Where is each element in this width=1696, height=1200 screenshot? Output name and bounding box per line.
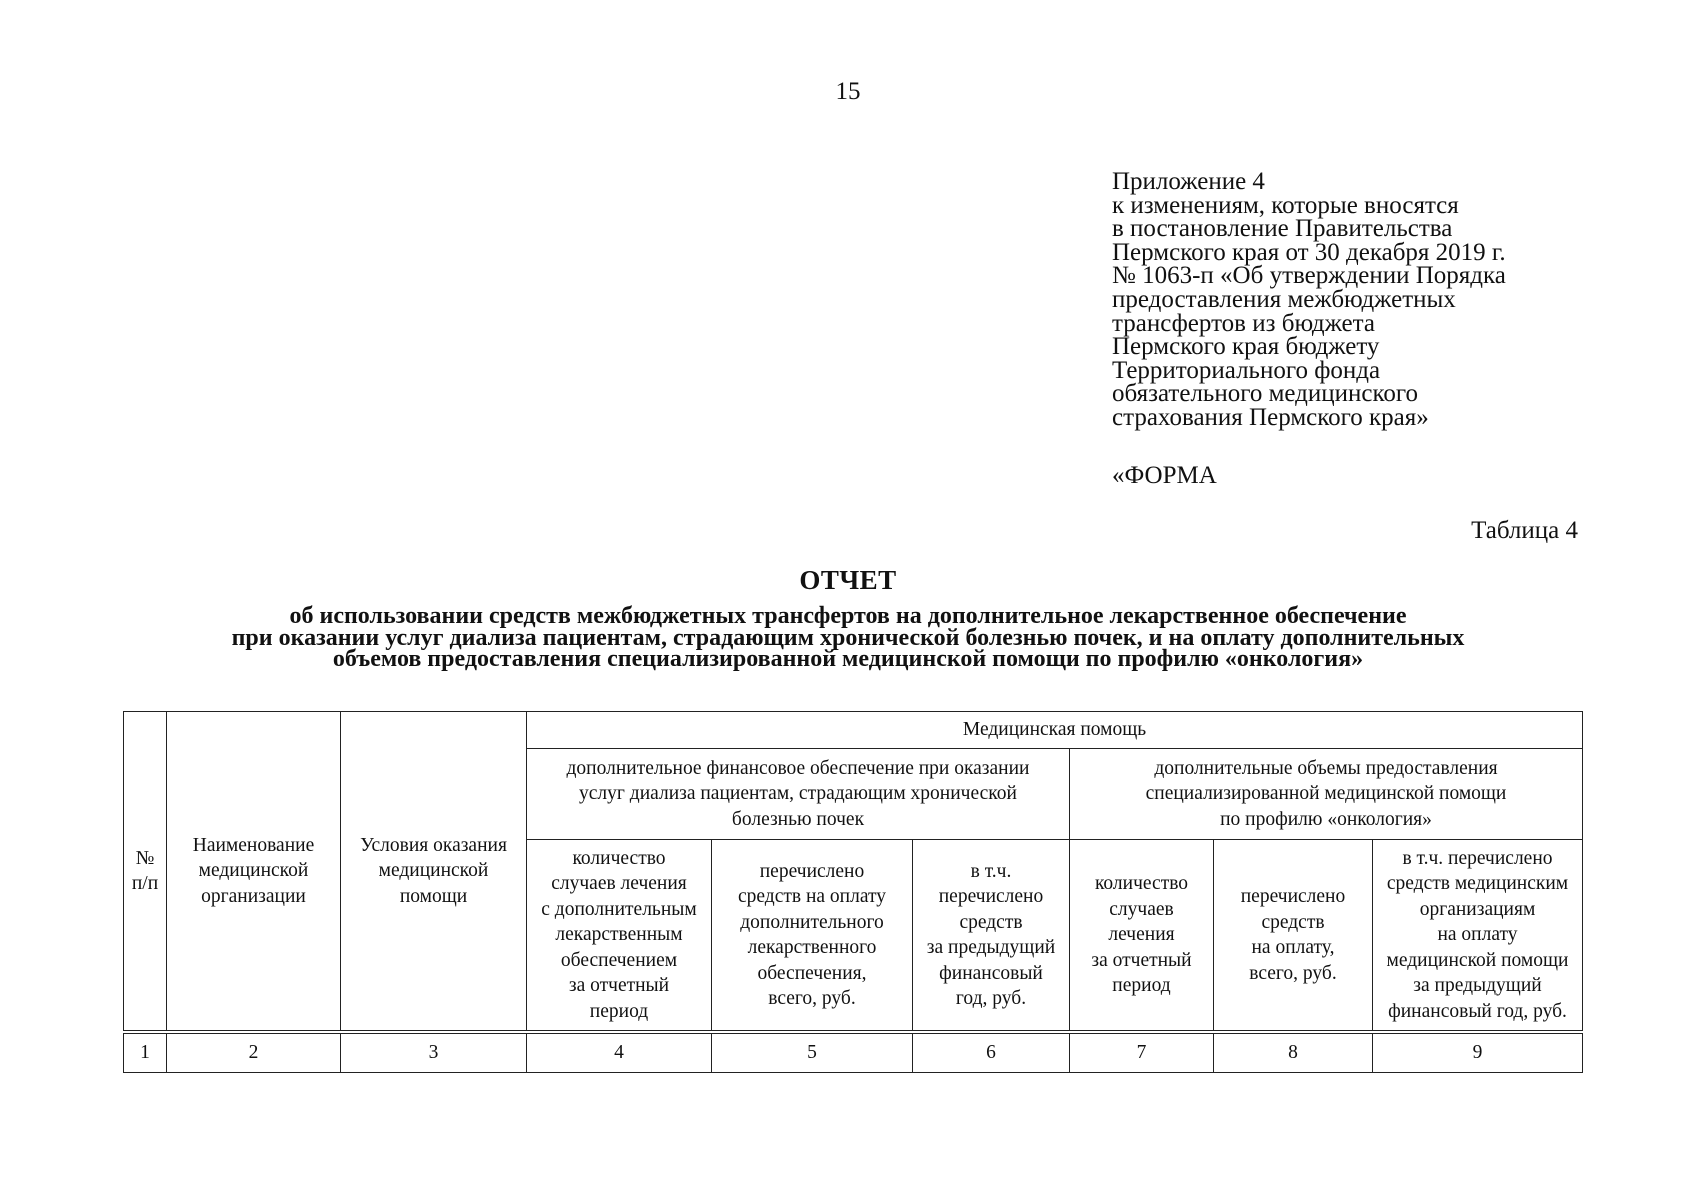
header-line: дополнительного bbox=[740, 911, 884, 933]
header-line: услуг диализа пациентам, страдающим хронической bbox=[579, 783, 1017, 805]
header-line: болезнью почек bbox=[731, 808, 865, 830]
header-line: с дополнительным bbox=[541, 898, 697, 920]
header-line: по профилю «онкология» bbox=[1220, 808, 1432, 830]
header-line: на оплату bbox=[1437, 924, 1518, 946]
header-line: период bbox=[589, 1000, 649, 1022]
column-number: 6 bbox=[913, 1032, 1070, 1073]
column-number-row bbox=[124, 1032, 1583, 1073]
appendix-line: Территориального фонда bbox=[1112, 356, 1381, 384]
report-subtitle bbox=[110, 603, 1586, 672]
header-line: всего, руб. bbox=[768, 988, 856, 1009]
appendix-line: в постановление Правительства bbox=[1112, 215, 1453, 243]
page-number: 15 bbox=[835, 78, 861, 105]
header-line: за отчетный bbox=[1091, 949, 1192, 971]
col4-header bbox=[527, 840, 712, 1033]
col7-header bbox=[1070, 840, 1214, 1033]
appendix-block bbox=[1112, 170, 1506, 430]
header-line: количество bbox=[1094, 873, 1189, 895]
header-line: медицинской bbox=[198, 860, 309, 882]
header-line: средств bbox=[1261, 911, 1325, 933]
report-subtitle-line: об использовании средств межбюджетных трансфертов на дополнительное лекарственное обеспечение bbox=[289, 603, 1407, 629]
header-line: за отчетный bbox=[568, 975, 670, 997]
header-line: обеспечения, bbox=[757, 962, 867, 984]
header-line: лекарственного bbox=[747, 937, 877, 958]
header-line: средств медицинским bbox=[1386, 873, 1569, 895]
form-label: «ФОРМА bbox=[1112, 462, 1217, 489]
appendix-line: к изменениям, которые вносятся bbox=[1112, 191, 1459, 219]
appendix-line: № 1063-п «Об утверждении Порядка bbox=[1112, 262, 1506, 290]
appendix-line: Пермского края от 30 декабря 2019 г. bbox=[1112, 238, 1506, 266]
column-number: 5 bbox=[712, 1032, 913, 1073]
column-number: 4 bbox=[527, 1032, 712, 1073]
report-subtitle-line: при оказании услуг диализа пациентам, страдающим хронической болезнью почек, и на оплату дополнительных bbox=[231, 624, 1465, 651]
subgroup-dialysis-header bbox=[527, 749, 1070, 840]
header-line: средств bbox=[959, 911, 1023, 933]
col9-header bbox=[1373, 840, 1583, 1033]
header-line: Условия оказания bbox=[360, 834, 507, 856]
report-title: ОТЧЕТ bbox=[799, 565, 897, 595]
header-line: всего, руб. bbox=[1249, 962, 1337, 984]
header-line: перечислено bbox=[938, 886, 1044, 907]
header-line: № bbox=[135, 847, 155, 869]
appendix-line: страхования Пермского края» bbox=[1112, 403, 1429, 431]
report-table bbox=[123, 711, 1583, 1073]
appendix-line: трансфертов из бюджета bbox=[1112, 309, 1375, 337]
header-line: перечислено bbox=[759, 860, 865, 882]
group-header-medical-care: Медицинская помощь bbox=[527, 712, 1583, 749]
header-line: финансовый год, руб. bbox=[1388, 1000, 1567, 1022]
header-line: лекарственным bbox=[555, 924, 683, 946]
column-number: 2 bbox=[167, 1032, 341, 1073]
header-line: количество bbox=[572, 847, 666, 869]
header-line: специализированной медицинской помощи bbox=[1145, 783, 1507, 805]
header-line: медицинской bbox=[378, 860, 489, 882]
report-subtitle-line: объемов предоставления специализированной медицинской помощи по профилю «онкология» bbox=[332, 646, 1364, 672]
col-organization-header bbox=[167, 712, 341, 1033]
column-number: 1 bbox=[124, 1032, 167, 1073]
header-line: организациям bbox=[1419, 898, 1536, 920]
header-line: организации bbox=[201, 885, 306, 907]
header-line: случаев лечения bbox=[551, 873, 687, 895]
header-line: за предыдущий bbox=[926, 937, 1056, 958]
column-number: 3 bbox=[341, 1032, 527, 1073]
appendix-line: обязательного медицинского bbox=[1112, 380, 1419, 408]
col8-header bbox=[1214, 840, 1373, 1033]
header-line: перечислено bbox=[1240, 886, 1346, 907]
col-conditions-header bbox=[341, 712, 527, 1033]
col6-header bbox=[913, 840, 1070, 1033]
header-line: год, руб. bbox=[955, 988, 1027, 1009]
header-line: за предыдущий bbox=[1413, 975, 1542, 997]
appendix-line: предоставления межбюджетных bbox=[1112, 285, 1456, 313]
header-line: помощи bbox=[399, 885, 468, 907]
header-line: дополнительное финансовое обеспечение при оказании bbox=[566, 757, 1030, 779]
col-number-header bbox=[124, 712, 167, 1033]
header-line: дополнительные объемы предоставления bbox=[1154, 757, 1498, 779]
header-line: средств на оплату bbox=[737, 886, 887, 907]
appendix-line: Приложение 4 bbox=[1112, 168, 1265, 195]
column-number: 8 bbox=[1214, 1032, 1373, 1073]
header-line: Наименование bbox=[192, 834, 315, 856]
table-label: Таблица 4 bbox=[1471, 517, 1578, 544]
header-line: лечения bbox=[1108, 924, 1175, 946]
header-line: п/п bbox=[131, 873, 159, 894]
header-line: в т.ч. перечислено bbox=[1402, 847, 1553, 869]
col5-header bbox=[712, 840, 913, 1033]
header-line: случаев bbox=[1109, 898, 1174, 920]
header-line: медицинской помощи bbox=[1386, 949, 1569, 971]
header-line: обеспечением bbox=[560, 949, 678, 971]
header-line: в т.ч. bbox=[970, 860, 1012, 882]
column-number: 9 bbox=[1373, 1032, 1583, 1073]
header-line: финансовый bbox=[939, 962, 1043, 984]
header-line: на оплату, bbox=[1251, 937, 1335, 958]
header-row-1 bbox=[124, 712, 1583, 749]
subgroup-oncology-header bbox=[1070, 749, 1583, 840]
column-number: 7 bbox=[1070, 1032, 1214, 1073]
header-line: период bbox=[1112, 975, 1171, 997]
appendix-line: Пермского края бюджету bbox=[1112, 333, 1380, 361]
